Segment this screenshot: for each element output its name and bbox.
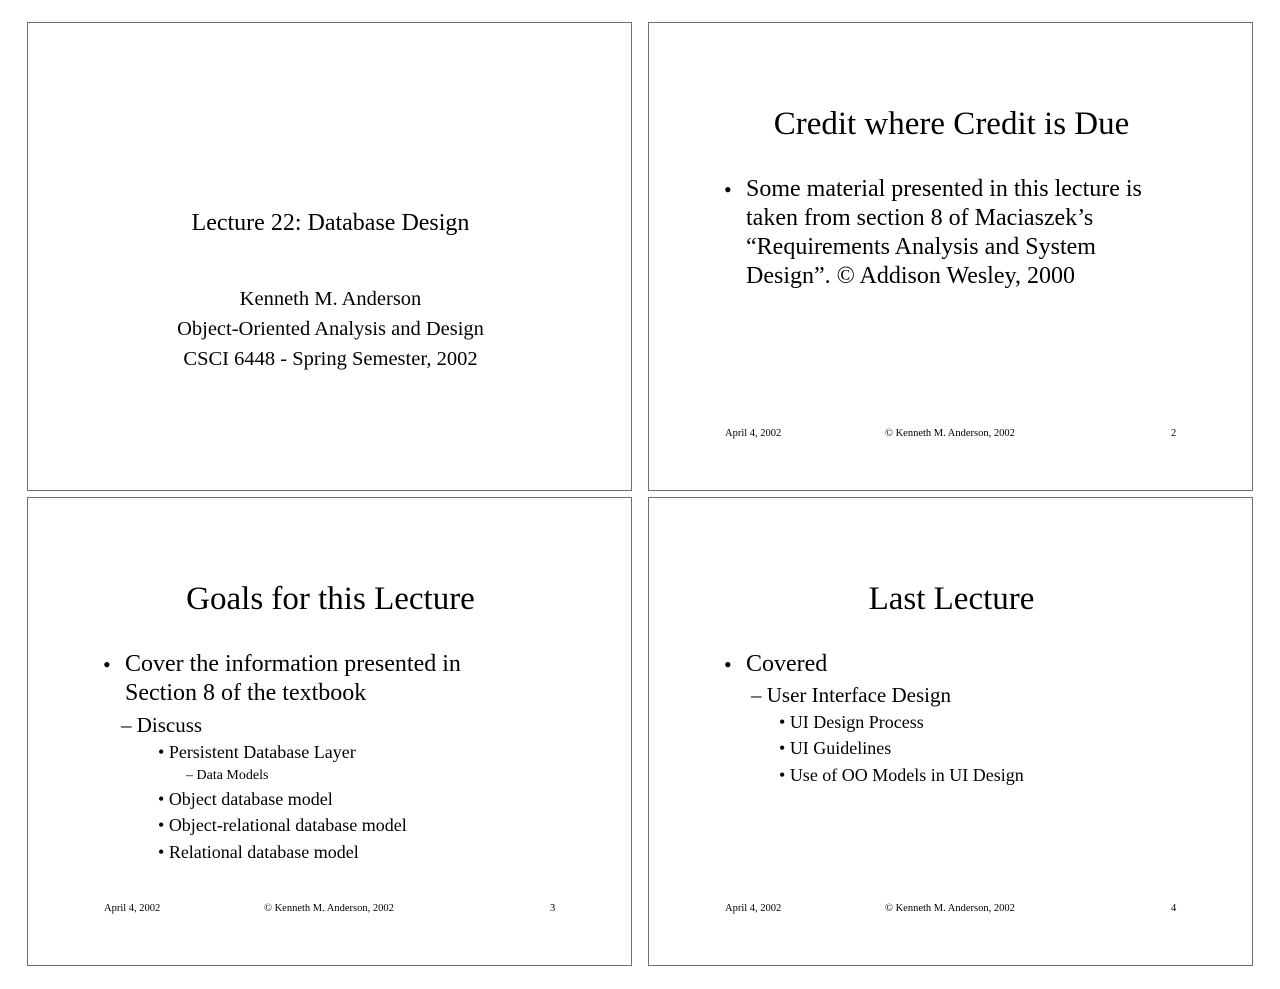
bullet-icon: • (158, 742, 165, 762)
bullet-icon: • (103, 652, 111, 677)
bullet-icon: • (724, 177, 732, 202)
footer-copyright: © Kenneth M. Anderson, 2002 (264, 903, 394, 914)
lecture-title: Lecture 22: Database Design (191, 210, 470, 236)
slide-heading: Credit where Credit is Due (773, 106, 1130, 142)
course-name: Object-Oriented Analysis and Design (177, 318, 484, 340)
list-item: • UI Guidelines (779, 738, 892, 758)
list-item: • Persistent Database Layer (158, 742, 356, 762)
footer-page-number: 4 (1171, 903, 1177, 914)
bullet-item (724, 175, 1156, 291)
course-term: CSCI 6448 - Spring Semester, 2002 (183, 348, 478, 370)
footer-copyright: © Kenneth M. Anderson, 2002 (885, 428, 1015, 439)
footer-date: April 4, 2002 (104, 903, 161, 914)
author-name: Kenneth M. Anderson (239, 288, 422, 310)
bullet-icon: • (779, 765, 786, 785)
footer-page-number: 3 (550, 903, 556, 914)
footer-date: April 4, 2002 (725, 903, 782, 914)
bullet-text: Cover the information presented in Section 8 of the textbook (125, 651, 461, 706)
bullet-icon: • (724, 652, 732, 677)
slide-1 (27, 22, 632, 491)
slide-4 (648, 497, 1253, 966)
bullet-text: Some material presented in this lecture is taken from section 8 of Maciaszek’s “Requirements Analysis and System Design”. © Addison Wesley, 2000 (746, 176, 1142, 289)
slide-2 (648, 22, 1253, 491)
bullet-item (724, 650, 1186, 679)
slide-3 (27, 497, 632, 966)
bullet-icon: • (158, 815, 165, 835)
footer-copyright: © Kenneth M. Anderson, 2002 (885, 903, 1015, 914)
bullet-item (103, 650, 485, 708)
footer-date: April 4, 2002 (725, 428, 782, 439)
slide-heading: Goals for this Lecture (186, 581, 475, 617)
bullet-icon: • (779, 712, 786, 732)
list-item: • Object-relational database model (158, 815, 407, 835)
list-item: • UI Design Process (779, 712, 924, 732)
bullet-icon: • (779, 738, 786, 758)
sub-bullet: – Discuss (121, 713, 203, 737)
sub-sub-bullet: – Data Models (186, 768, 269, 783)
footer-page-number: 2 (1171, 428, 1177, 439)
list-item: • Relational database model (158, 842, 359, 862)
bullet-icon: • (158, 842, 165, 862)
sub-bullet: – User Interface Design (751, 683, 951, 707)
slide-heading: Last Lecture (868, 581, 1035, 617)
bullet-icon: • (158, 789, 165, 809)
list-item: • Use of OO Models in UI Design (779, 765, 1024, 785)
bullet-text: Covered (746, 651, 828, 677)
list-item: • Object database model (158, 789, 333, 809)
